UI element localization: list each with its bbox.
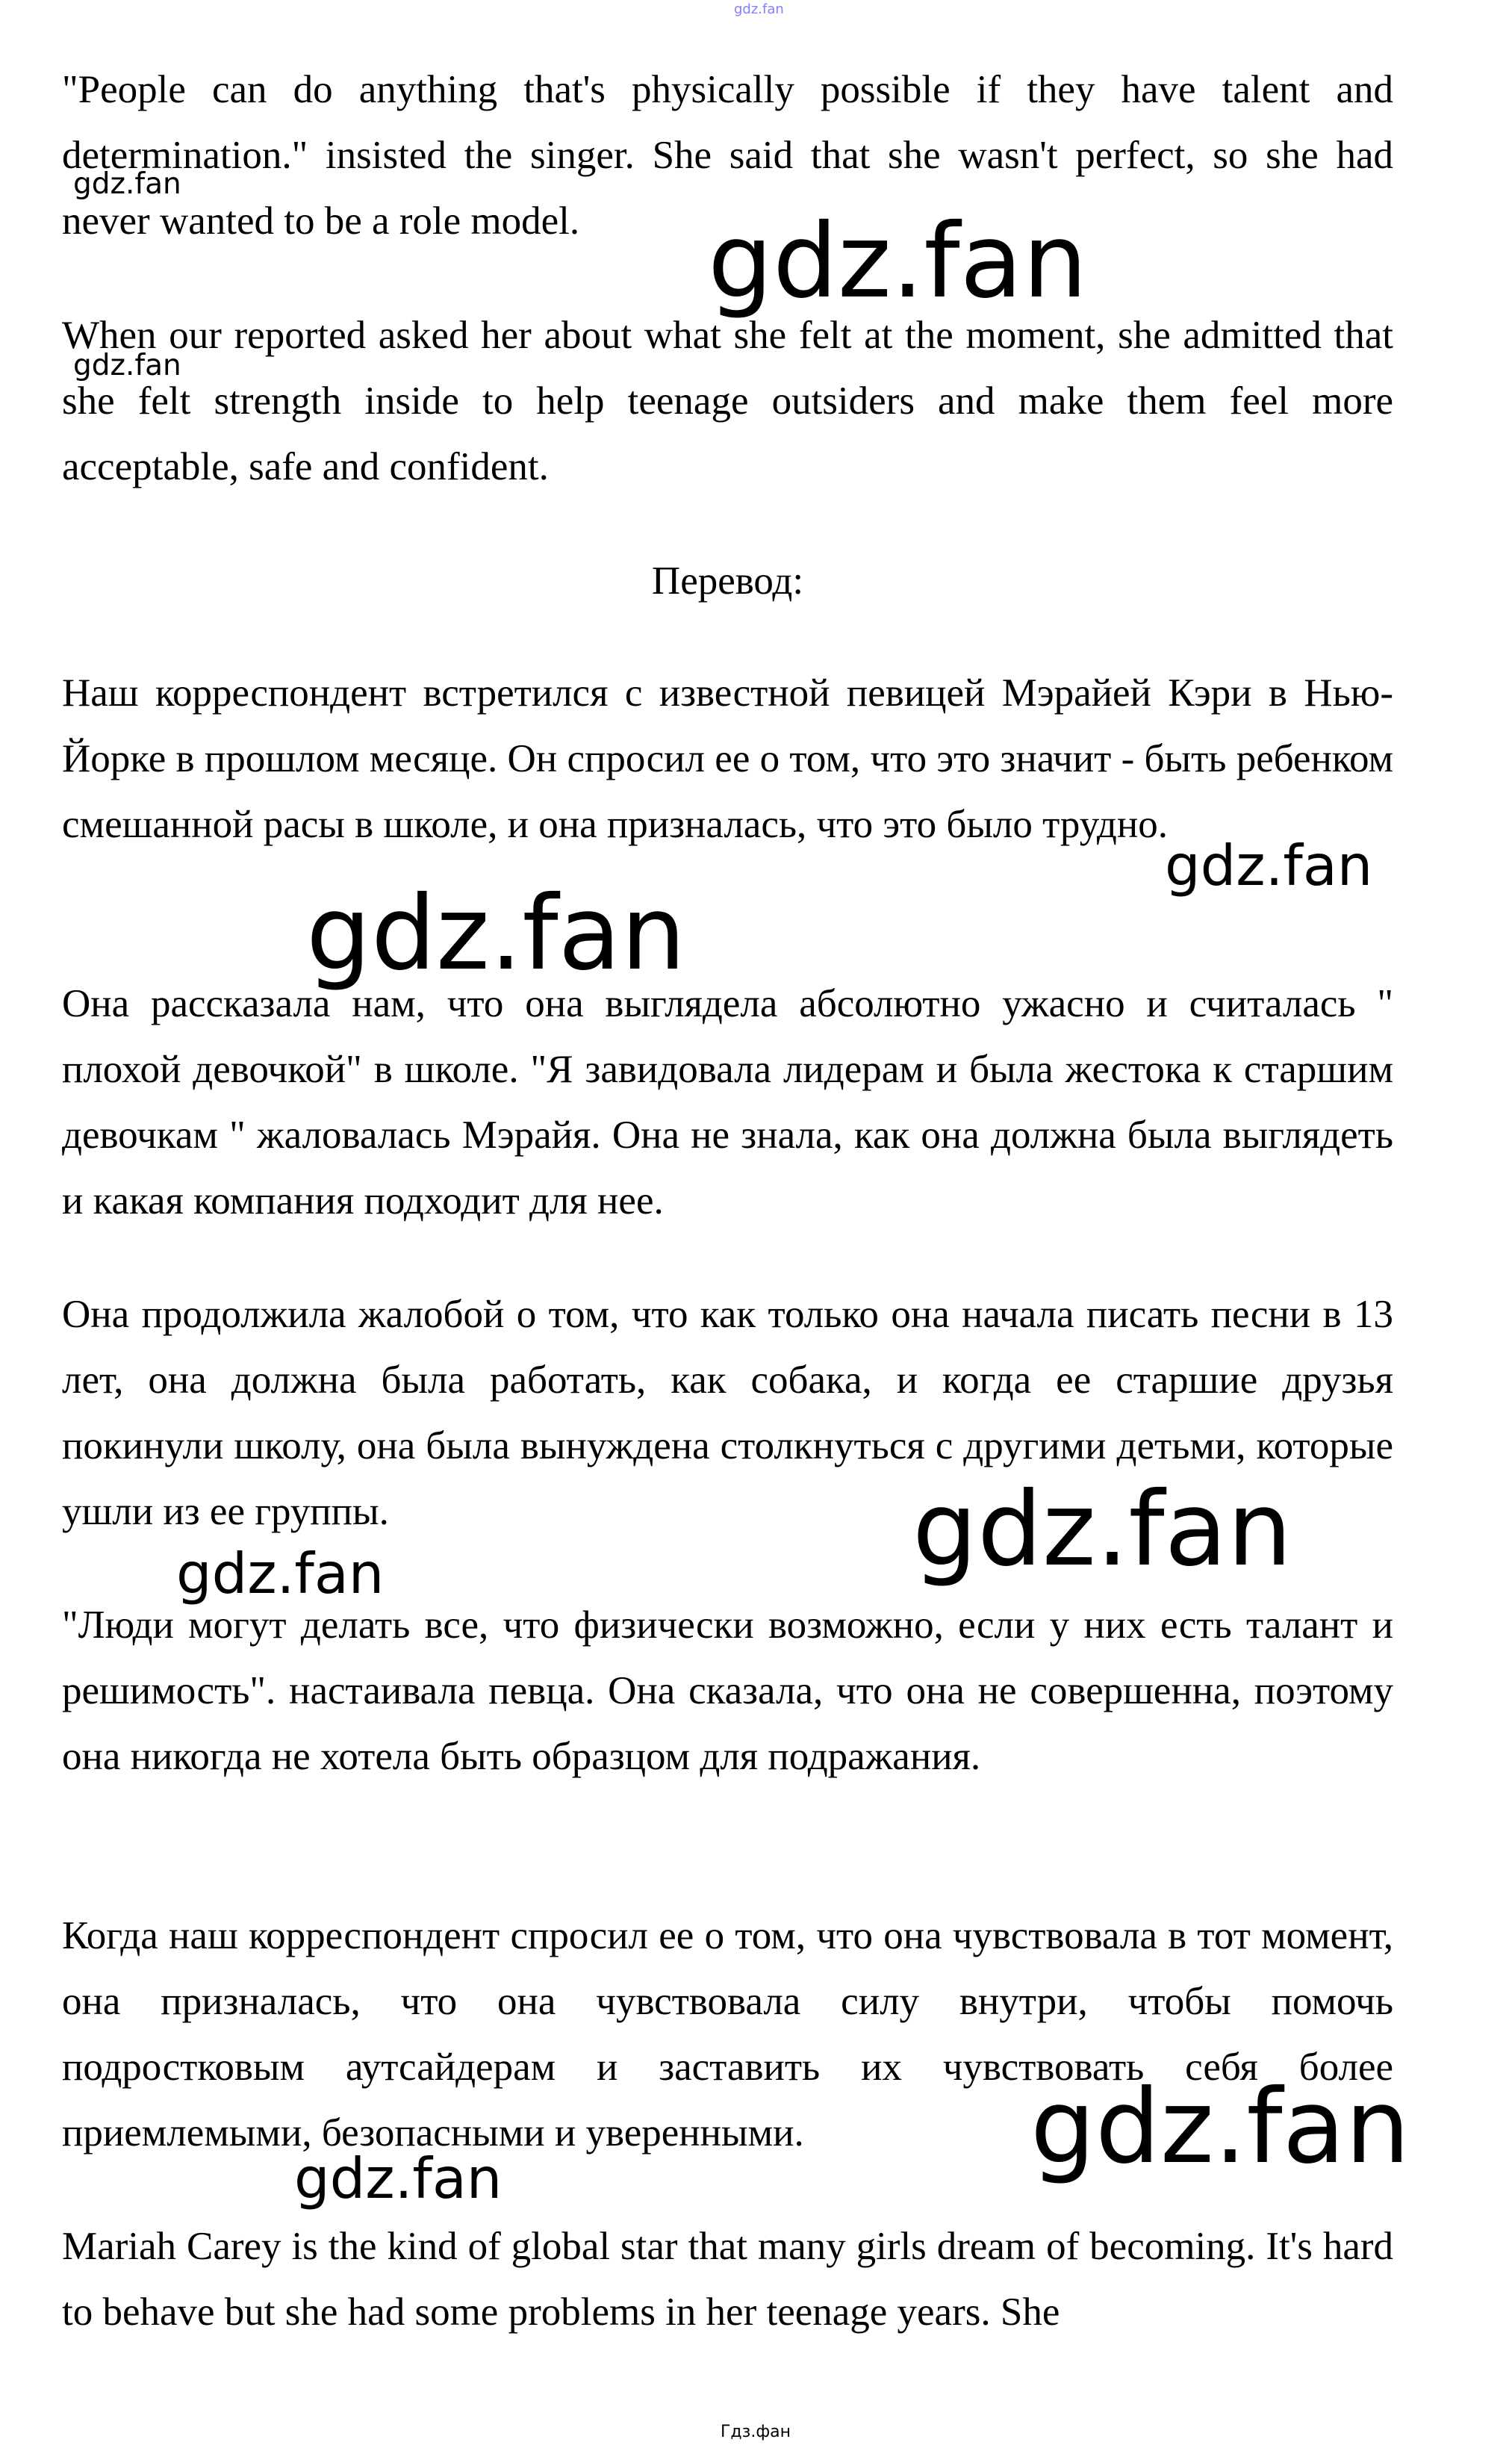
paragraph-russian-5: Когда наш корреспондент спросил ее о том, что она чувствовала в тот момент, она призналась, что она чувствовала силу внутри, чтобы помочь подростковым аутсайдерам и заставить их чувствовать себя более приемлемыми, безопасными и уверенными. (62, 1914, 1393, 2155)
header-watermark: gdz.fan (734, 1, 784, 17)
paragraph-russian-2: Она рассказала нам, что она выглядела абсолютно ужасно и считалась " плохой девочкой" в школе. "Я завидовала лидерам и была жестока к старшим девочкам " жаловалась Мэрайя. Она не знала, как она должна была выглядеть и какая компания подходит для нее. (62, 982, 1393, 1223)
paragraph-russian-4: "Люди могут делать все, что физически возможно, если у них есть талант и решимость". настаивала певца. Она сказала, что она не совершенна, поэтому она никогда не хотела быть образцом для подражания. (62, 1603, 1393, 1778)
watermark-medium: gdz.fan (294, 2146, 503, 2211)
watermark-small: gdz.fan (73, 167, 181, 201)
paragraph-english-1: "People can do anything that's physically possible if they have talent and determination." insisted the singer. She said that she wasn't perfect, so she had never wanted to be a role model. (62, 68, 1393, 243)
watermark-large: gdz.fan (306, 875, 686, 993)
paragraph-russian-3: Она продолжила жалобой о том, что как только она начала писать песни в 13 лет, она должна была работать, как собака, и когда ее старшие друзья покинули школу, она была вынуждена столкнуться с другими детьми, которые ушли из ее группы. (62, 1293, 1393, 1533)
translation-heading: Перевод: (651, 559, 804, 603)
paragraph-russian-1: Наш корреспондент встретился с известной певицей Мэрайей Кэри в Нью-Йорке в прошлом месяце. Он спросил ее о том, что это значит - быть ребенком смешанной расы в школе, и она призналась, что это было трудно. (62, 671, 1393, 846)
paragraph-english-2: When our reported asked her about what she felt at the moment, she admitted that she felt strength inside to help teenage outsiders and make them feel more acceptable, safe and confident. (62, 314, 1393, 488)
watermark-medium: gdz.fan (176, 1541, 385, 1606)
paragraph-english-3: Mariah Carey is the kind of global star that many girls dream of becoming. It's hard to behave but she had some problems in her teenage years. She (62, 2225, 1393, 2334)
watermark-large: gdz.fan (1030, 2068, 1410, 2187)
watermark-small: gdz.fan (73, 349, 181, 382)
watermark-medium: gdz.fan (1165, 833, 1373, 898)
watermark-large: gdz.fan (708, 202, 1088, 321)
footer-watermark: Гдз.фан (721, 2423, 791, 2441)
watermark-large: gdz.fan (912, 1470, 1292, 1589)
